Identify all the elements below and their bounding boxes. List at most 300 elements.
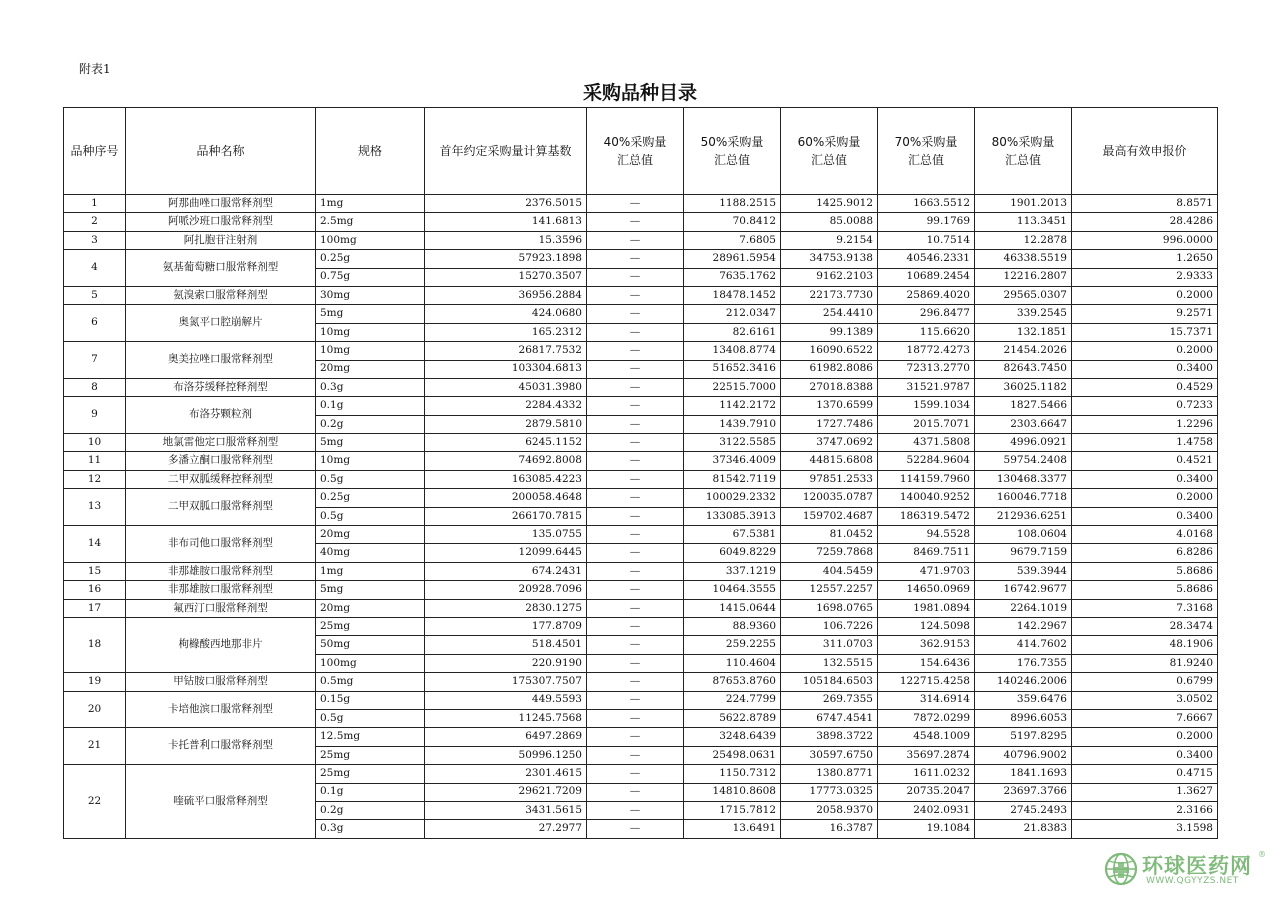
p80-cell: 113.3451 bbox=[975, 213, 1072, 231]
p50-cell: 82.6161 bbox=[684, 323, 781, 341]
p40-cell: — bbox=[587, 526, 684, 544]
max-bid-cell: 0.3400 bbox=[1072, 360, 1218, 378]
p40-cell: — bbox=[587, 673, 684, 691]
base-quantity-cell: 50996.1250 bbox=[425, 746, 587, 764]
p60-cell: 30597.6750 bbox=[781, 746, 878, 764]
base-quantity-cell: 6497.2869 bbox=[425, 728, 587, 746]
p80-cell: 1841.1693 bbox=[975, 765, 1072, 783]
variety-seq: 9 bbox=[64, 397, 126, 434]
p70-cell: 1599.1034 bbox=[878, 397, 975, 415]
max-bid-cell: 0.4529 bbox=[1072, 378, 1218, 396]
p40-cell: — bbox=[587, 323, 684, 341]
p60-cell: 17773.0325 bbox=[781, 783, 878, 801]
p40-cell: — bbox=[587, 489, 684, 507]
base-quantity-cell: 163085.4223 bbox=[425, 470, 587, 488]
p40-cell: — bbox=[587, 231, 684, 249]
p70-cell: 314.6914 bbox=[878, 691, 975, 709]
p70-cell: 10.7514 bbox=[878, 231, 975, 249]
p70-cell: 8469.7511 bbox=[878, 544, 975, 562]
variety-seq: 11 bbox=[64, 452, 126, 470]
p60-cell: 105184.6503 bbox=[781, 673, 878, 691]
base-quantity-cell: 266170.7815 bbox=[425, 507, 587, 525]
spec-cell: 1mg bbox=[316, 562, 425, 580]
p70-cell: 296.8477 bbox=[878, 305, 975, 323]
p80-cell: 12.2878 bbox=[975, 231, 1072, 249]
max-bid-cell: 9.2571 bbox=[1072, 305, 1218, 323]
p70-cell: 14650.0969 bbox=[878, 581, 975, 599]
max-bid-cell: 1.2296 bbox=[1072, 415, 1218, 433]
p80-cell: 8996.6053 bbox=[975, 709, 1072, 727]
base-quantity-cell: 518.4501 bbox=[425, 636, 587, 654]
watermark-url: WWW.QGYYZS.NET bbox=[1146, 876, 1239, 886]
p80-cell: 16742.9677 bbox=[975, 581, 1072, 599]
p50-cell: 25498.0631 bbox=[684, 746, 781, 764]
max-bid-cell: 2.9333 bbox=[1072, 268, 1218, 286]
p80-cell: 5197.8295 bbox=[975, 728, 1072, 746]
p60-cell: 159702.4687 bbox=[781, 507, 878, 525]
p80-cell: 414.7602 bbox=[975, 636, 1072, 654]
p40-cell: — bbox=[587, 397, 684, 415]
p80-cell: 21454.2026 bbox=[975, 342, 1072, 360]
variety-name: 多潘立酮口服常释剂型 bbox=[126, 452, 316, 470]
variety-name: 阿扎胞苷注射剂 bbox=[126, 231, 316, 249]
max-bid-cell: 0.7233 bbox=[1072, 397, 1218, 415]
p50-cell: 10464.3555 bbox=[684, 581, 781, 599]
table-row bbox=[64, 286, 1218, 304]
table-row bbox=[64, 691, 1218, 709]
base-quantity-cell: 165.2312 bbox=[425, 323, 587, 341]
p80-cell: 160046.7718 bbox=[975, 489, 1072, 507]
variety-name: 阿哌沙班口服常释剂型 bbox=[126, 213, 316, 231]
p40-cell: — bbox=[587, 360, 684, 378]
base-quantity-cell: 2879.5810 bbox=[425, 415, 587, 433]
base-quantity-cell: 11245.7568 bbox=[425, 709, 587, 727]
header-name: 品种名称 bbox=[126, 108, 316, 195]
spec-cell: 5mg bbox=[316, 581, 425, 599]
p50-cell: 110.4604 bbox=[684, 654, 781, 672]
p50-cell: 88.9360 bbox=[684, 617, 781, 635]
max-bid-cell: 48.1906 bbox=[1072, 636, 1218, 654]
p70-cell: 1663.5512 bbox=[878, 195, 975, 213]
max-bid-cell: 5.8686 bbox=[1072, 562, 1218, 580]
max-bid-cell: 15.7371 bbox=[1072, 323, 1218, 341]
base-quantity-cell: 2301.4615 bbox=[425, 765, 587, 783]
table-row bbox=[64, 213, 1218, 231]
base-quantity-cell: 12099.6445 bbox=[425, 544, 587, 562]
p60-cell: 1698.0765 bbox=[781, 599, 878, 617]
p40-cell: — bbox=[587, 342, 684, 360]
p60-cell: 3747.0692 bbox=[781, 434, 878, 452]
p60-cell: 1370.6599 bbox=[781, 397, 878, 415]
p60-cell: 120035.0787 bbox=[781, 489, 878, 507]
p50-cell: 7.6805 bbox=[684, 231, 781, 249]
max-bid-cell: 0.6799 bbox=[1072, 673, 1218, 691]
variety-seq: 13 bbox=[64, 489, 126, 526]
max-bid-cell: 1.4758 bbox=[1072, 434, 1218, 452]
variety-name: 氨溴索口服常释剂型 bbox=[126, 286, 316, 304]
p60-cell: 22173.7730 bbox=[781, 286, 878, 304]
table-row bbox=[64, 765, 1218, 783]
p60-cell: 81.0452 bbox=[781, 526, 878, 544]
spec-cell: 20mg bbox=[316, 360, 425, 378]
p40-cell: — bbox=[587, 728, 684, 746]
p70-cell: 1611.0232 bbox=[878, 765, 975, 783]
base-quantity-cell: 27.2977 bbox=[425, 820, 587, 838]
max-bid-cell: 81.9240 bbox=[1072, 654, 1218, 672]
table-header bbox=[64, 108, 1218, 195]
max-bid-cell: 0.2000 bbox=[1072, 342, 1218, 360]
p40-cell: — bbox=[587, 268, 684, 286]
p70-cell: 114159.7960 bbox=[878, 470, 975, 488]
p40-cell: — bbox=[587, 801, 684, 819]
max-bid-cell: 8.8571 bbox=[1072, 195, 1218, 213]
header-p50: 50%采购量 汇总值 bbox=[684, 108, 781, 195]
variety-seq: 5 bbox=[64, 286, 126, 304]
base-quantity-cell: 6245.1152 bbox=[425, 434, 587, 452]
table-row bbox=[64, 250, 1218, 268]
max-bid-cell: 5.8686 bbox=[1072, 581, 1218, 599]
p60-cell: 2058.9370 bbox=[781, 801, 878, 819]
variety-seq: 20 bbox=[64, 691, 126, 728]
variety-name: 非布司他口服常释剂型 bbox=[126, 526, 316, 563]
spec-cell: 20mg bbox=[316, 599, 425, 617]
p80-cell: 29565.0307 bbox=[975, 286, 1072, 304]
spec-cell: 2.5mg bbox=[316, 213, 425, 231]
base-quantity-cell: 220.9190 bbox=[425, 654, 587, 672]
variety-name: 卡培他滨口服常释剂型 bbox=[126, 691, 316, 728]
variety-seq: 19 bbox=[64, 673, 126, 691]
p50-cell: 67.5381 bbox=[684, 526, 781, 544]
variety-name: 氨基葡萄糖口服常释剂型 bbox=[126, 250, 316, 287]
spec-cell: 0.5g bbox=[316, 470, 425, 488]
max-bid-cell: 3.0502 bbox=[1072, 691, 1218, 709]
p70-cell: 72313.2770 bbox=[878, 360, 975, 378]
variety-name: 奥美拉唑口服常释剂型 bbox=[126, 342, 316, 379]
p70-cell: 40546.2331 bbox=[878, 250, 975, 268]
p70-cell: 31521.9787 bbox=[878, 378, 975, 396]
base-quantity-cell: 3431.5615 bbox=[425, 801, 587, 819]
p70-cell: 4371.5808 bbox=[878, 434, 975, 452]
spec-cell: 20mg bbox=[316, 526, 425, 544]
p70-cell: 25869.4020 bbox=[878, 286, 975, 304]
spec-cell: 10mg bbox=[316, 323, 425, 341]
spec-cell: 25mg bbox=[316, 617, 425, 635]
p60-cell: 12557.2257 bbox=[781, 581, 878, 599]
variety-name: 非那雄胺口服常释剂型 bbox=[126, 562, 316, 580]
spec-cell: 12.5mg bbox=[316, 728, 425, 746]
p40-cell: — bbox=[587, 746, 684, 764]
spec-cell: 0.2g bbox=[316, 415, 425, 433]
p50-cell: 1715.7812 bbox=[684, 801, 781, 819]
p70-cell: 18772.4273 bbox=[878, 342, 975, 360]
variety-seq: 10 bbox=[64, 434, 126, 452]
p70-cell: 94.5528 bbox=[878, 526, 975, 544]
p40-cell: — bbox=[587, 636, 684, 654]
variety-name: 地氯雷他定口服常释剂型 bbox=[126, 434, 316, 452]
header-p70: 70%采购量 汇总值 bbox=[878, 108, 975, 195]
p40-cell: — bbox=[587, 599, 684, 617]
p60-cell: 99.1389 bbox=[781, 323, 878, 341]
p80-cell: 2303.6647 bbox=[975, 415, 1072, 433]
table-row bbox=[64, 378, 1218, 396]
variety-seq: 6 bbox=[64, 305, 126, 342]
p60-cell: 254.4410 bbox=[781, 305, 878, 323]
variety-seq: 4 bbox=[64, 250, 126, 287]
p80-cell: 21.8383 bbox=[975, 820, 1072, 838]
max-bid-cell: 2.3166 bbox=[1072, 801, 1218, 819]
p40-cell: — bbox=[587, 581, 684, 599]
p70-cell: 99.1769 bbox=[878, 213, 975, 231]
p40-cell: — bbox=[587, 544, 684, 562]
base-quantity-cell: 424.0680 bbox=[425, 305, 587, 323]
max-bid-cell: 0.4521 bbox=[1072, 452, 1218, 470]
p60-cell: 44815.6808 bbox=[781, 452, 878, 470]
p70-cell: 122715.4258 bbox=[878, 673, 975, 691]
p70-cell: 124.5098 bbox=[878, 617, 975, 635]
globe-icon bbox=[1104, 852, 1138, 886]
max-bid-cell: 28.4286 bbox=[1072, 213, 1218, 231]
spec-cell: 0.5g bbox=[316, 507, 425, 525]
p70-cell: 4548.1009 bbox=[878, 728, 975, 746]
p80-cell: 108.0604 bbox=[975, 526, 1072, 544]
base-quantity-cell: 57923.1898 bbox=[425, 250, 587, 268]
p50-cell: 1150.7312 bbox=[684, 765, 781, 783]
variety-seq: 8 bbox=[64, 378, 126, 396]
max-bid-cell: 0.2000 bbox=[1072, 489, 1218, 507]
max-bid-cell: 3.1598 bbox=[1072, 820, 1218, 838]
p60-cell: 269.7355 bbox=[781, 691, 878, 709]
base-quantity-cell: 29621.7209 bbox=[425, 783, 587, 801]
table-row bbox=[64, 397, 1218, 415]
p50-cell: 87653.8760 bbox=[684, 673, 781, 691]
base-quantity-cell: 2830.1275 bbox=[425, 599, 587, 617]
p60-cell: 61982.8086 bbox=[781, 360, 878, 378]
p40-cell: — bbox=[587, 305, 684, 323]
p60-cell: 132.5515 bbox=[781, 654, 878, 672]
p50-cell: 22515.7000 bbox=[684, 378, 781, 396]
base-quantity-cell: 449.5593 bbox=[425, 691, 587, 709]
p80-cell: 130468.3377 bbox=[975, 470, 1072, 488]
p70-cell: 2402.0931 bbox=[878, 801, 975, 819]
variety-name: 布洛芬颗粒剂 bbox=[126, 397, 316, 434]
p60-cell: 85.0088 bbox=[781, 213, 878, 231]
p40-cell: — bbox=[587, 654, 684, 672]
watermark-logo bbox=[1098, 850, 1278, 896]
variety-seq: 14 bbox=[64, 526, 126, 563]
p80-cell: 59754.2408 bbox=[975, 452, 1072, 470]
p70-cell: 115.6620 bbox=[878, 323, 975, 341]
p80-cell: 140246.2006 bbox=[975, 673, 1072, 691]
spec-cell: 25mg bbox=[316, 746, 425, 764]
max-bid-cell: 7.3168 bbox=[1072, 599, 1218, 617]
p50-cell: 3248.6439 bbox=[684, 728, 781, 746]
base-quantity-cell: 20928.7096 bbox=[425, 581, 587, 599]
p80-cell: 132.1851 bbox=[975, 323, 1072, 341]
p70-cell: 140040.9252 bbox=[878, 489, 975, 507]
p60-cell: 1380.8771 bbox=[781, 765, 878, 783]
spec-cell: 0.3g bbox=[316, 378, 425, 396]
p70-cell: 20735.2047 bbox=[878, 783, 975, 801]
p80-cell: 23697.3766 bbox=[975, 783, 1072, 801]
base-quantity-cell: 135.0755 bbox=[425, 526, 587, 544]
p80-cell: 82643.7450 bbox=[975, 360, 1072, 378]
p60-cell: 27018.8388 bbox=[781, 378, 878, 396]
base-quantity-cell: 103304.6813 bbox=[425, 360, 587, 378]
table-row bbox=[64, 617, 1218, 635]
p50-cell: 70.8412 bbox=[684, 213, 781, 231]
base-quantity-cell: 26817.7532 bbox=[425, 342, 587, 360]
variety-seq: 2 bbox=[64, 213, 126, 231]
spec-cell: 0.3g bbox=[316, 820, 425, 838]
spec-cell: 1mg bbox=[316, 195, 425, 213]
variety-seq: 18 bbox=[64, 617, 126, 672]
p60-cell: 3898.3722 bbox=[781, 728, 878, 746]
max-bid-cell: 0.3400 bbox=[1072, 746, 1218, 764]
max-bid-cell: 0.2000 bbox=[1072, 286, 1218, 304]
p50-cell: 51652.3416 bbox=[684, 360, 781, 378]
p80-cell: 212936.6251 bbox=[975, 507, 1072, 525]
table-row bbox=[64, 728, 1218, 746]
table-row bbox=[64, 489, 1218, 507]
p80-cell: 1827.5466 bbox=[975, 397, 1072, 415]
p50-cell: 100029.2332 bbox=[684, 489, 781, 507]
p40-cell: — bbox=[587, 378, 684, 396]
p80-cell: 539.3944 bbox=[975, 562, 1072, 580]
header-spec: 规格 bbox=[316, 108, 425, 195]
variety-name: 阿那曲唑口服常释剂型 bbox=[126, 195, 316, 213]
p40-cell: — bbox=[587, 286, 684, 304]
p80-cell: 339.2545 bbox=[975, 305, 1072, 323]
table-row bbox=[64, 305, 1218, 323]
p80-cell: 36025.1182 bbox=[975, 378, 1072, 396]
variety-name: 二甲双胍缓释控释剂型 bbox=[126, 470, 316, 488]
header-p80: 80%采购量 汇总值 bbox=[975, 108, 1072, 195]
p50-cell: 18478.1452 bbox=[684, 286, 781, 304]
variety-seq: 7 bbox=[64, 342, 126, 379]
header-max-bid: 最高有效申报价 bbox=[1072, 108, 1218, 195]
p80-cell: 359.6476 bbox=[975, 691, 1072, 709]
variety-name: 卡托普利口服常释剂型 bbox=[126, 728, 316, 765]
p80-cell: 2745.2493 bbox=[975, 801, 1072, 819]
watermark-brand: 环球医药网 bbox=[1142, 854, 1252, 878]
max-bid-cell: 28.3474 bbox=[1072, 617, 1218, 635]
table-row bbox=[64, 452, 1218, 470]
p70-cell: 186319.5472 bbox=[878, 507, 975, 525]
p50-cell: 224.7799 bbox=[684, 691, 781, 709]
variety-name: 奥氮平口腔崩解片 bbox=[126, 305, 316, 342]
spec-cell: 50mg bbox=[316, 636, 425, 654]
max-bid-cell: 0.4715 bbox=[1072, 765, 1218, 783]
p60-cell: 1727.7486 bbox=[781, 415, 878, 433]
p40-cell: — bbox=[587, 213, 684, 231]
spec-cell: 0.5mg bbox=[316, 673, 425, 691]
p60-cell: 106.7226 bbox=[781, 617, 878, 635]
p70-cell: 19.1084 bbox=[878, 820, 975, 838]
table-row bbox=[64, 434, 1218, 452]
base-quantity-cell: 177.8709 bbox=[425, 617, 587, 635]
p50-cell: 14810.8608 bbox=[684, 783, 781, 801]
p80-cell: 46338.5519 bbox=[975, 250, 1072, 268]
variety-seq: 12 bbox=[64, 470, 126, 488]
header-p60: 60%采购量 汇总值 bbox=[781, 108, 878, 195]
p60-cell: 311.0703 bbox=[781, 636, 878, 654]
p80-cell: 2264.1019 bbox=[975, 599, 1072, 617]
variety-seq: 1 bbox=[64, 195, 126, 213]
spec-cell: 25mg bbox=[316, 765, 425, 783]
p50-cell: 259.2255 bbox=[684, 636, 781, 654]
table-row bbox=[64, 342, 1218, 360]
variety-seq: 21 bbox=[64, 728, 126, 765]
base-quantity-cell: 2376.5015 bbox=[425, 195, 587, 213]
table-row bbox=[64, 599, 1218, 617]
base-quantity-cell: 15270.3507 bbox=[425, 268, 587, 286]
variety-seq: 17 bbox=[64, 599, 126, 617]
max-bid-cell: 1.3627 bbox=[1072, 783, 1218, 801]
p50-cell: 81542.7119 bbox=[684, 470, 781, 488]
spec-cell: 0.2g bbox=[316, 801, 425, 819]
p60-cell: 1425.9012 bbox=[781, 195, 878, 213]
p60-cell: 7259.7868 bbox=[781, 544, 878, 562]
variety-name: 非那雄胺口服常释剂型 bbox=[126, 581, 316, 599]
spec-cell: 0.25g bbox=[316, 250, 425, 268]
p60-cell: 9162.2103 bbox=[781, 268, 878, 286]
spec-cell: 5mg bbox=[316, 305, 425, 323]
table-body bbox=[64, 195, 1218, 839]
p50-cell: 7635.1762 bbox=[684, 268, 781, 286]
variety-seq: 22 bbox=[64, 765, 126, 839]
spec-cell: 0.5g bbox=[316, 709, 425, 727]
base-quantity-cell: 674.2431 bbox=[425, 562, 587, 580]
p60-cell: 16.3787 bbox=[781, 820, 878, 838]
base-quantity-cell: 175307.7507 bbox=[425, 673, 587, 691]
p80-cell: 40796.9002 bbox=[975, 746, 1072, 764]
spec-cell: 0.25g bbox=[316, 489, 425, 507]
max-bid-cell: 996.0000 bbox=[1072, 231, 1218, 249]
p70-cell: 52284.9604 bbox=[878, 452, 975, 470]
p60-cell: 6747.4541 bbox=[781, 709, 878, 727]
p70-cell: 1981.0894 bbox=[878, 599, 975, 617]
spec-cell: 0.15g bbox=[316, 691, 425, 709]
table-row bbox=[64, 195, 1218, 213]
p70-cell: 10689.2454 bbox=[878, 268, 975, 286]
base-quantity-cell: 36956.2884 bbox=[425, 286, 587, 304]
p50-cell: 133085.3913 bbox=[684, 507, 781, 525]
p50-cell: 6049.8229 bbox=[684, 544, 781, 562]
p40-cell: — bbox=[587, 562, 684, 580]
p50-cell: 5622.8789 bbox=[684, 709, 781, 727]
max-bid-cell: 4.0168 bbox=[1072, 526, 1218, 544]
max-bid-cell: 0.3400 bbox=[1072, 507, 1218, 525]
p40-cell: — bbox=[587, 765, 684, 783]
spec-cell: 5mg bbox=[316, 434, 425, 452]
spec-cell: 40mg bbox=[316, 544, 425, 562]
header-seq: 品种序号 bbox=[64, 108, 126, 195]
spec-cell: 100mg bbox=[316, 654, 425, 672]
variety-seq: 3 bbox=[64, 231, 126, 249]
p80-cell: 4996.0921 bbox=[975, 434, 1072, 452]
variety-name: 喹硫平口服常释剂型 bbox=[126, 765, 316, 839]
spec-cell: 10mg bbox=[316, 452, 425, 470]
p50-cell: 1188.2515 bbox=[684, 195, 781, 213]
p60-cell: 16090.6522 bbox=[781, 342, 878, 360]
spec-cell: 10mg bbox=[316, 342, 425, 360]
table-row bbox=[64, 581, 1218, 599]
p40-cell: — bbox=[587, 783, 684, 801]
p40-cell: — bbox=[587, 250, 684, 268]
p80-cell: 12216.2807 bbox=[975, 268, 1072, 286]
p50-cell: 28961.5954 bbox=[684, 250, 781, 268]
base-quantity-cell: 45031.3980 bbox=[425, 378, 587, 396]
